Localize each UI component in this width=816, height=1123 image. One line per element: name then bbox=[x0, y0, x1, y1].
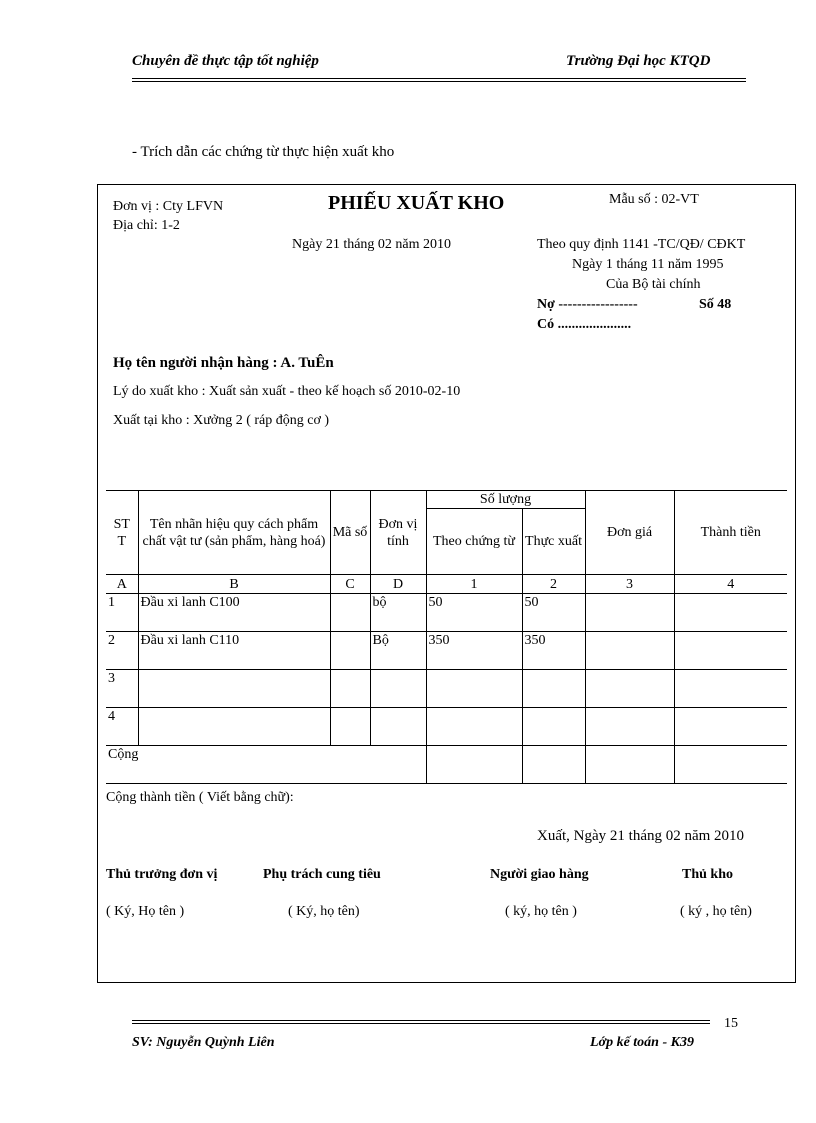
row-qty-doc bbox=[426, 670, 522, 708]
slip-number: Số 48 bbox=[699, 297, 732, 312]
row-code bbox=[330, 708, 370, 746]
row-qty-actual bbox=[522, 670, 585, 708]
receiver-line: Họ tên người nhận hàng : A. TuÊn bbox=[113, 355, 334, 371]
col-header-stt: ST T bbox=[106, 491, 138, 575]
row-amount bbox=[674, 594, 787, 632]
letter-cell: 4 bbox=[674, 575, 787, 594]
total-amount bbox=[674, 746, 787, 784]
total-in-words: Cộng thành tiền ( Viết bằng chữ): bbox=[106, 790, 294, 805]
header-rule-2 bbox=[132, 81, 746, 82]
table-row bbox=[106, 632, 787, 670]
signature-role: Thủ kho bbox=[682, 867, 733, 882]
row-unit: bộ bbox=[370, 594, 426, 632]
total-qty-doc bbox=[426, 746, 522, 784]
form-title: PHIẾU XUẤT KHO bbox=[328, 192, 505, 214]
col-header-unit: Đơn vị tính bbox=[370, 491, 426, 575]
row-price bbox=[585, 708, 674, 746]
signature-note: ( ký , họ tên) bbox=[680, 904, 752, 919]
row-name bbox=[138, 670, 330, 708]
intro-text: - Trích dẫn các chứng từ thực hiện xuất kho bbox=[132, 144, 395, 160]
row-qty-doc: 50 bbox=[426, 594, 522, 632]
row-stt: 3 bbox=[106, 670, 138, 708]
row-amount bbox=[674, 632, 787, 670]
row-stt: 4 bbox=[106, 708, 138, 746]
regulation-line-1: Theo quy định 1141 -TC/QĐ/ CĐKT bbox=[537, 237, 746, 252]
letter-cell: C bbox=[330, 575, 370, 594]
row-price bbox=[585, 670, 674, 708]
warehouse-line: Xuất tại kho : Xưởng 2 ( ráp động cơ ) bbox=[113, 413, 330, 428]
header-left: Chuyên đề thực tập tốt nghiệp bbox=[132, 53, 319, 69]
col-header-code: Mã số bbox=[330, 491, 370, 575]
signature-role: Phụ trách cung tiêu bbox=[263, 867, 381, 882]
row-price bbox=[585, 594, 674, 632]
row-unit bbox=[370, 670, 426, 708]
total-qty-actual bbox=[522, 746, 585, 784]
row-qty-doc bbox=[426, 708, 522, 746]
signature-role: Thủ trưởng đơn vị bbox=[106, 867, 218, 882]
row-price bbox=[585, 632, 674, 670]
col-header-name: Tên nhãn hiệu quy cách phẩm chất vật tư (sản phẩm, hàng hoá) bbox=[138, 491, 330, 575]
letter-cell: D bbox=[370, 575, 426, 594]
signature-note: ( ký, họ tên ) bbox=[505, 904, 577, 919]
regulation-line-3: Của Bộ tài chính bbox=[606, 277, 701, 292]
footer-rule bbox=[132, 1020, 710, 1021]
col-header-qty-doc: Theo chứng từ bbox=[426, 509, 522, 575]
row-stt: 2 bbox=[106, 632, 138, 670]
footer-right: Lớp kế toán - K39 bbox=[590, 1035, 694, 1050]
row-name: Đầu xi lanh C100 bbox=[138, 594, 330, 632]
total-row bbox=[106, 746, 787, 784]
row-amount bbox=[674, 670, 787, 708]
regulation-line-2: Ngày 1 tháng 11 năm 1995 bbox=[572, 257, 724, 272]
row-code bbox=[330, 594, 370, 632]
signature-note: ( Ký, họ tên) bbox=[288, 904, 360, 919]
table-row bbox=[106, 708, 787, 746]
debit-line: Nợ ----------------- bbox=[537, 297, 638, 312]
col-header-price: Đơn giá bbox=[585, 491, 674, 575]
header-right: Trường Đại học KTQD bbox=[566, 53, 711, 69]
row-qty-actual: 350 bbox=[522, 632, 585, 670]
signature-note: ( Ký, Họ tên ) bbox=[106, 904, 185, 919]
letter-cell: 1 bbox=[426, 575, 522, 594]
row-code bbox=[330, 632, 370, 670]
row-amount bbox=[674, 708, 787, 746]
table-row bbox=[106, 670, 787, 708]
total-price bbox=[585, 746, 674, 784]
sign-date: Xuất, Ngày 21 tháng 02 năm 2010 bbox=[537, 828, 745, 844]
row-unit: Bộ bbox=[370, 632, 426, 670]
form-number: Mẫu số : 02-VT bbox=[609, 192, 699, 207]
row-unit bbox=[370, 708, 426, 746]
col-header-amount: Thành tiền bbox=[674, 491, 787, 575]
page-number: 15 bbox=[724, 1016, 738, 1031]
row-qty-actual bbox=[522, 708, 585, 746]
footer-left: SV: Nguyễn Quỳnh Liên bbox=[132, 1035, 275, 1050]
row-code bbox=[330, 670, 370, 708]
footer-rule-2 bbox=[132, 1023, 710, 1024]
letter-cell: 3 bbox=[585, 575, 674, 594]
unit-label: Đơn vị : Cty LFVN bbox=[113, 199, 224, 214]
col-header-qty-actual: Thực xuất bbox=[522, 509, 585, 575]
address-label: Địa chỉ: 1-2 bbox=[113, 218, 180, 233]
letter-cell: A bbox=[106, 575, 138, 594]
row-qty-actual: 50 bbox=[522, 594, 585, 632]
letter-cell: B bbox=[138, 575, 330, 594]
items-table bbox=[106, 490, 787, 784]
letter-cell: 2 bbox=[522, 575, 585, 594]
total-label: Cộng bbox=[106, 746, 426, 784]
reason-line: Lý do xuất kho : Xuất sản xuất - theo kế hoạch số 2010-02-10 bbox=[113, 384, 461, 399]
row-qty-doc: 350 bbox=[426, 632, 522, 670]
row-name bbox=[138, 708, 330, 746]
form-date: Ngày 21 tháng 02 năm 2010 bbox=[292, 237, 452, 252]
row-stt: 1 bbox=[106, 594, 138, 632]
col-header-quantity: Số lượng bbox=[426, 491, 585, 509]
table-row bbox=[106, 594, 787, 632]
row-name: Đầu xi lanh C110 bbox=[138, 632, 330, 670]
credit-line: Có ..................... bbox=[537, 317, 632, 332]
signature-role: Người giao hàng bbox=[490, 867, 589, 882]
header-rule bbox=[132, 78, 746, 79]
